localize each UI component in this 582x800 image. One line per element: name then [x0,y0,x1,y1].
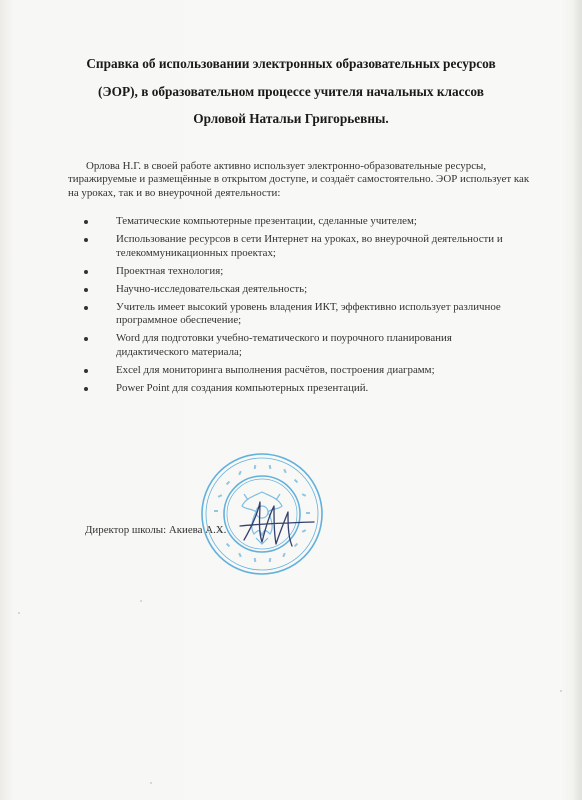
list-item [80,283,525,297]
bullet-icon [84,288,88,292]
bullet-icon [84,220,88,224]
bullet-icon [84,369,88,373]
list-item-text: Power Point для создания компьютерных презентаций. [116,382,369,395]
list-item [80,301,525,328]
director-signature-line: Директор школы: Акиева А.Х. [85,524,227,536]
paper-speck [140,600,142,602]
list-item-text: Проектная технология; [116,264,224,277]
bullet-icon [84,306,88,310]
intro-paragraph: Орлова Н.Г. в своей работе активно использует электронно-образовательные ресурсы, тиражируемые и размещённые в открытом доступе, и создаёт самостоятельно. ЭОР использует как на уроках, так и во внеурочной деятельности: [68,160,530,199]
page-edge-shadow [572,0,582,800]
list-item-text: Excel для мониторинга выполнения расчётов, построения диаграмм; [116,364,435,377]
document-title-line-3: Орловой Натальи Григорьевны. [193,111,389,126]
list-item-text: Научно-исследовательская деятельность; [116,282,308,295]
paper-speck [560,690,562,692]
list-item-text: Тематические компьютерные презентации, сделанные учителем; [116,215,417,227]
bullet-icon [84,270,88,274]
bullet-icon [84,387,88,391]
list-item [80,215,525,229]
document-title-line-1: Справка об использовании электронных образовательных ресурсов [86,56,496,71]
bullet-icon [84,238,88,242]
list-item [80,382,525,396]
resource-list [80,215,525,400]
list-item-text: Использование ресурсов в сети Интернет на уроках, во внеурочной деятельности и телекоммуникационных проектах; [116,233,503,259]
document-title-line-2: (ЭОР), в образовательном процессе учителя начальных классов [98,84,484,99]
list-item [80,332,525,359]
list-item-text: Учитель имеет высокий уровень владения ИКТ, эффективно использует различное программное обеспечение; [116,300,501,327]
list-item [80,265,525,279]
list-item [80,364,525,378]
bullet-icon [84,337,88,341]
paper-speck [18,612,20,614]
list-item [80,233,525,260]
paper-speck [150,782,152,784]
list-item-text: Word для подготовки учебно-тематического и поурочного планирования дидактического материала; [116,332,452,358]
director-signature [238,496,316,556]
